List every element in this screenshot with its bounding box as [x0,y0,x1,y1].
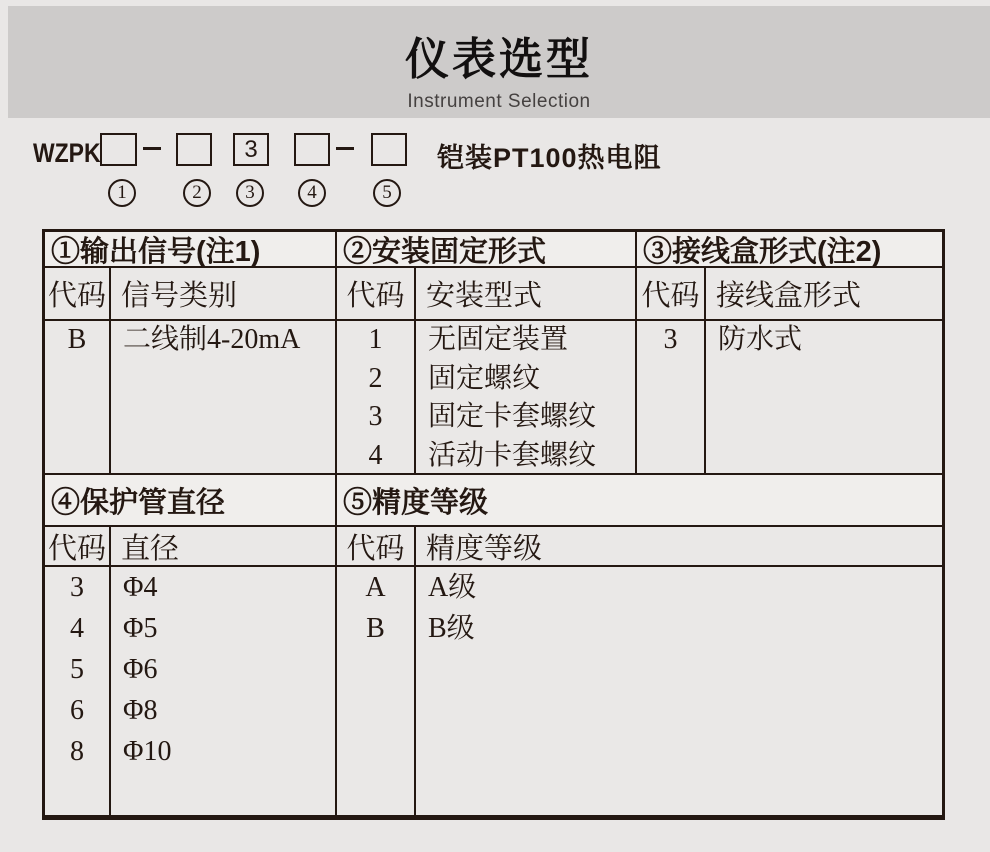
page-subtitle: Instrument Selection [407,91,591,112]
table-cell: 3 [663,324,678,355]
section4-code-values [45,567,111,815]
model-code-box-4 [294,133,330,166]
table-cell: B [67,324,87,355]
model-code-box-5 [371,133,407,166]
section3-code-values [637,321,706,475]
model-code-dash-2 [336,147,354,150]
section4-label-header: 直径 [111,527,337,567]
position-4-badge: 4 [298,179,326,207]
section2-label-values [416,321,637,475]
section5-title: ⑤精度等级 [337,475,942,527]
position-1-badge: 1 [108,179,136,207]
table-cell: 3 [368,401,383,432]
section4-label-values [111,567,337,815]
position-2-badge: 2 [183,179,211,207]
table-cell: B级 [428,613,475,644]
table-cell: A [365,572,386,603]
model-code-box-1 [100,133,137,166]
table-cell: 5 [70,654,84,685]
table-cell: 无固定装置 [428,324,569,355]
table-cell: 4 [70,613,84,644]
section4-code-header: 代码 [45,527,111,567]
section3-title: ③接线盒形式(注2) [637,232,942,268]
section3-code-header: 代码 [637,268,706,321]
model-code-dash-1 [143,147,161,150]
section5-code-values [337,567,416,815]
section2-title: ②安装固定形式 [337,232,637,268]
section1-label-values [111,321,337,475]
table-cell: 活动卡套螺纹 [428,439,597,471]
table-cell: 6 [70,695,84,726]
section2-label-header: 安装型式 [416,268,637,321]
section1-label-header: 信号类别 [111,268,337,321]
table-cell: 8 [70,736,84,767]
model-code-description: 铠装PT100热电阻 [437,143,662,173]
table-cell: Φ5 [123,613,158,644]
section2-code-header: 代码 [337,268,416,321]
table-cell: 4 [368,439,383,471]
table-cell: Φ8 [123,695,158,726]
section2-code-values [337,321,416,475]
position-5-badge: 5 [373,179,401,207]
model-code-box-2 [176,133,212,166]
table-cell: Φ4 [123,572,158,603]
section3-label-values [706,321,942,475]
section1-code-values [45,321,111,475]
table-cell: A级 [428,572,477,603]
table-cell: Φ10 [123,736,172,767]
position-3-badge: 3 [236,179,264,207]
table-cell: 3 [70,572,84,603]
table-cell: 二线制4-20mA [123,324,301,355]
table-cell: B [366,613,385,644]
page-header [8,6,990,118]
table-cell: 固定螺纹 [428,362,541,394]
section3-label-header: 接线盒形式 [706,268,942,321]
section5-code-header: 代码 [337,527,416,567]
model-code-box-3: 3 [233,133,269,166]
table-cell: 防水式 [718,324,803,355]
section1-code-header: 代码 [45,268,111,321]
table-cell: Φ6 [123,654,158,685]
table-cell: 2 [368,362,383,394]
table-cell: 1 [368,324,383,355]
section5-label-header: 精度等级 [416,527,942,567]
table-cell: 固定卡套螺纹 [428,401,597,432]
model-code-prefix: WZPK [33,138,101,168]
section5-label-values [416,567,942,815]
section4-title: ④保护管直径 [45,475,337,527]
page-title: 仪表选型 [405,35,593,84]
section1-title: ①输出信号(注1) [45,232,337,268]
selection-table [42,229,945,820]
